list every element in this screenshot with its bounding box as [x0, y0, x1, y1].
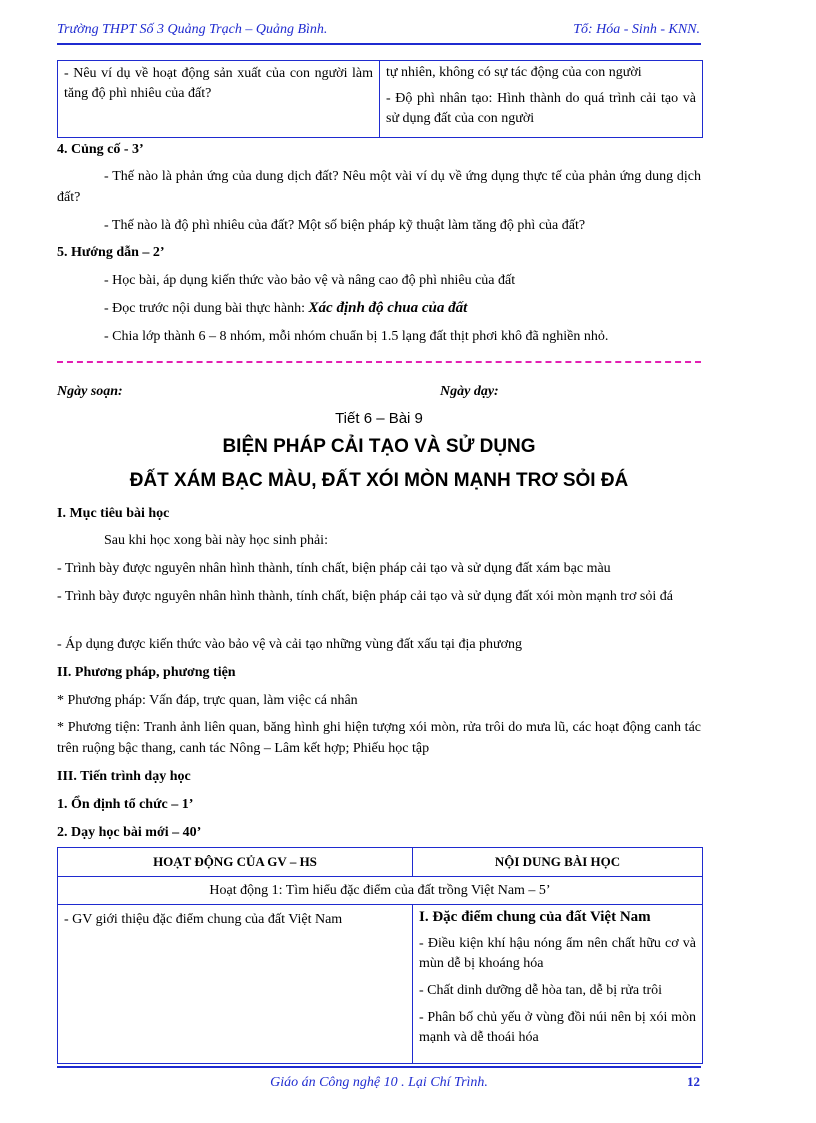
header-department: Tổ: Hóa - Sinh - KNN.: [573, 22, 700, 37]
footer-rule: [57, 1066, 701, 1068]
top-table-right-line2: - Độ phì nhân tạo: Hình thành do quá trình cải tạo và sử dụng đất của con người: [386, 91, 696, 126]
cung-co-question-2: - Thế nào là độ phì nhiêu của đất? Một số biện pháp kỹ thuật làm tăng độ phì của đất?: [104, 218, 586, 233]
content-item-2: - Chất dinh dưỡng dễ hòa tan, dễ bị rửa trôi: [419, 983, 663, 998]
content-item-3: - Phân bố chủ yếu ở vùng đồi núi nên bị xói mòn mạnh và dễ thoái hóa: [419, 1010, 696, 1045]
activity-1-title: Hoạt động 1: Tìm hiểu đặc điểm của đất trồng Việt Nam – 5’: [58, 877, 703, 905]
muc-tieu-item-1: - Trình bày được nguyên nhân hình thành, tính chất, biện pháp cải tạo và sử dụng đất xám bạc màu: [57, 561, 611, 576]
top-table-right-cell: [380, 61, 703, 138]
tien-trinh-heading: III. Tiến trình dạy học: [57, 769, 191, 784]
gv-activity-cell: - GV giới thiệu đặc điểm chung của đất Việt Nam: [58, 905, 413, 1064]
lesson-title-line-2: ĐẤT XÁM BẠC MÀU, ĐẤT XÓI MÒN MẠNH TRƠ SỎI ĐÁ: [129, 470, 629, 491]
content-item-1: - Điều kiện khí hậu nóng ẩm nên chất hữu cơ và mùn dễ bị khoáng hóa: [419, 936, 696, 971]
column-header-content: NỘI DUNG BÀI HỌC: [413, 848, 703, 877]
muc-tieu-intro: Sau khi học xong bài này học sinh phải:: [104, 533, 328, 548]
top-table-right-line1: tự nhiên, không có sự tác động của con người: [386, 65, 642, 80]
top-table-left-cell: - Nêu ví dụ về hoạt động sản xuất của con người làm tăng độ phì nhiêu của đất?: [58, 61, 380, 138]
tien-trinh-step-1: 1. Ổn định tổ chức – 1’: [57, 797, 194, 812]
header-rule: [57, 43, 701, 45]
phuong-phap-item-2: * Phương tiện: Tranh ảnh liên quan, băng hình ghi hiện tượng xói mòn, rửa trôi do mưa lũ, các hoạt động canh tác trên ruộng bậc thang, canh tác Nông – Lâm kết hợp; Phiếu học tập: [57, 720, 701, 756]
huong-dan-item-2-prefix: - Đọc trước nội dung bài thực hành:: [104, 301, 309, 316]
huong-dan-item-3: - Chia lớp thành 6 – 8 nhóm, mỗi nhóm chuẩn bị 1.5 lạng đất thịt phơi khô đã nghiền nhỏ.: [104, 329, 609, 344]
header-school: Trường THPT Số 3 Quảng Trạch – Quảng Bình.: [57, 22, 328, 37]
content-heading: I. Đặc điểm chung của đất Việt Nam: [419, 909, 651, 925]
huong-dan-item-2: [57, 298, 701, 319]
top-table: [57, 60, 703, 138]
huong-dan-heading: 5. Hướng dẫn – 2’: [57, 245, 165, 260]
muc-tieu-heading: I. Mục tiêu bài học: [57, 506, 170, 521]
cung-co-question-1: - Thế nào là phản ứng của dung dịch đất? Nêu một vài ví dụ về ứng dụng thực tế của phản ứng dung dịch đất?: [57, 169, 701, 205]
tien-trinh-step-2: 2. Dạy học bài mới – 40’: [57, 825, 202, 840]
section-separator: [57, 361, 701, 363]
huong-dan-item-1: - Học bài, áp dụng kiến thức vào bảo vệ và nâng cao độ phì nhiêu của đất: [104, 273, 516, 288]
column-header-activity: HOẠT ĐỘNG CỦA GV – HS: [58, 848, 413, 877]
muc-tieu-item-3: - Áp dụng được kiến thức vào bảo vệ và cải tạo những vùng đất xấu tại địa phương: [57, 637, 523, 652]
muc-tieu-item-2: - Trình bày được nguyên nhân hình thành, tính chất, biện pháp cải tạo và sử dụng đất xói mòn mạnh trơ sỏi đá: [57, 589, 673, 604]
phuong-phap-heading: II. Phương pháp, phương tiện: [57, 665, 236, 680]
practice-title: Xác định độ chua của đất: [308, 300, 468, 316]
lesson-table: [57, 847, 703, 1064]
ngay-day-label: Ngày dạy:: [440, 384, 499, 399]
content-cell: [413, 905, 703, 1064]
lesson-number: Tiết 6 – Bài 9: [335, 410, 423, 427]
lesson-title-line-1: BIỆN PHÁP CẢI TẠO VÀ SỬ DỤNG: [222, 436, 536, 457]
page-number: 12: [687, 1074, 700, 1089]
cung-co-heading: 4. Củng cố - 3’: [57, 142, 144, 157]
phuong-phap-item-1: * Phương pháp: Vấn đáp, trực quan, làm việc cá nhân: [57, 693, 358, 708]
footer-text: Giáo án Công nghệ 10 . Lại Chí Trình.: [270, 1075, 488, 1090]
ngay-soan-label: Ngày soạn:: [57, 384, 123, 399]
